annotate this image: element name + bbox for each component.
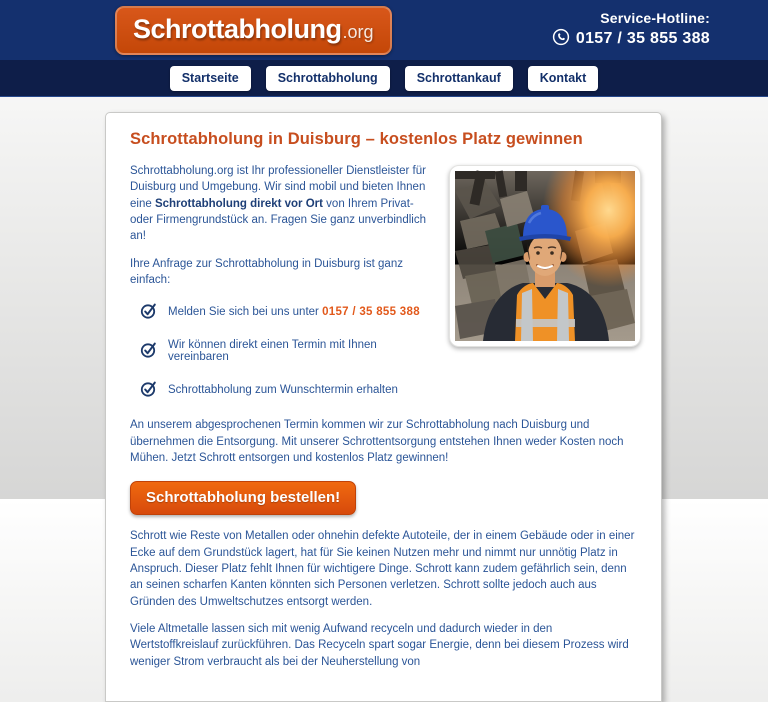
nav-item-startseite[interactable]: Startseite <box>170 66 251 91</box>
order-pickup-button[interactable]: Schrottabholung bestellen! <box>130 481 356 515</box>
appointment-paragraph: An unserem abgesprochenen Termin kommen wir zur Schrottabholung nach Duisburg und übernehmen die Entsorgung. Mit unserer Schrottentsorgung entstehen Ihnen weder Kosten noch Mühen. Jetzt Schrott entsorgen und kostenlos Platz gewinnen! <box>130 419 624 464</box>
intro-text-1: Schrottabholung.org ist Ihr professioneller Dienstleister für Duisburg und Umgebung. Wir sind mobil und bieten Ihnen eine <box>130 165 426 210</box>
recycle-info-paragraph: Viele Altmetalle lassen sich mit wenig Aufwand recyceln und dadurch wieder in den Wertstoffkreislauf zurückführen. Das Recyceln spart sogar Energie, denn bei diesem Prozess wird weniger Strom verbraucht als bei der Neuherstellung von <box>130 622 629 668</box>
worker-photo <box>449 165 641 347</box>
checklist-phone-number[interactable]: 0157 / 35 855 388 <box>322 306 420 319</box>
hotline-label: Service-Hotline: <box>600 9 710 26</box>
checklist-text: Schrottabholung zum Wunschtermin erhalten <box>168 384 398 397</box>
checklist-text-plain: Melden Sie sich bei uns unter <box>168 306 323 319</box>
hotline-number: 0157 / 35 855 388 <box>575 30 710 47</box>
site-header <box>0 0 768 60</box>
site-logo[interactable] <box>115 6 392 55</box>
checkmark-icon <box>140 380 157 400</box>
checklist-item-3 <box>140 380 641 400</box>
scrap-info-paragraph: Schrott wie Reste von Metallen oder ohnehin defekte Autoteile, der in einem Gebäude oder in einer Ecke auf dem Grundstück lagert, hat für Sie keinen Nutzen mehr und nimmt nur unnötig Platz in Anspruch. Dieser Platz fehlt Ihnen für wichtigere Dinge. Schrott kann zudem gefährlich sein, denn an seinen scharfen Kanten könnten sich Personen verletzen. Schrott sollte jedoch auch aus Gründen des Umweltschutzes entsorgt werden. <box>130 530 635 608</box>
checklist-text <box>168 306 420 318</box>
intro-text-2: von Ihrem Privat- oder Firmengrundstück an. Fragen Sie ganz unverbindlich an! <box>130 197 426 243</box>
main-navigation <box>0 60 768 97</box>
nav-item-schrottankauf[interactable]: Schrottankauf <box>405 66 513 91</box>
service-hotline <box>552 10 710 51</box>
checklist-text: Wir können direkt einen Termin mit Ihnen vereinbaren <box>168 339 377 364</box>
intro-text-bold: Schrottabholung direkt vor Ort <box>154 197 323 210</box>
logo-text: Schrottabholung <box>133 13 342 44</box>
checkmark-icon <box>140 341 157 361</box>
checklist-item-1 <box>140 302 433 322</box>
nav-item-schrottabholung[interactable]: Schrottabholung <box>266 66 390 91</box>
checkmark-icon <box>140 302 157 322</box>
steps-intro: Ihre Anfrage zur Schrottabholung in Duisburg ist ganz einfach: <box>130 257 403 286</box>
nav-item-kontakt[interactable]: Kontakt <box>528 66 599 91</box>
hotline-number-row[interactable] <box>552 28 710 51</box>
worker-photo-illustration <box>455 171 635 341</box>
content-card <box>105 112 662 702</box>
logo-tld: .org <box>342 21 374 42</box>
checklist-item-2 <box>140 339 433 363</box>
page-title: Schrottabholung in Duisburg – kostenlos Platz gewinnen <box>130 130 583 148</box>
phone-icon <box>552 28 570 51</box>
